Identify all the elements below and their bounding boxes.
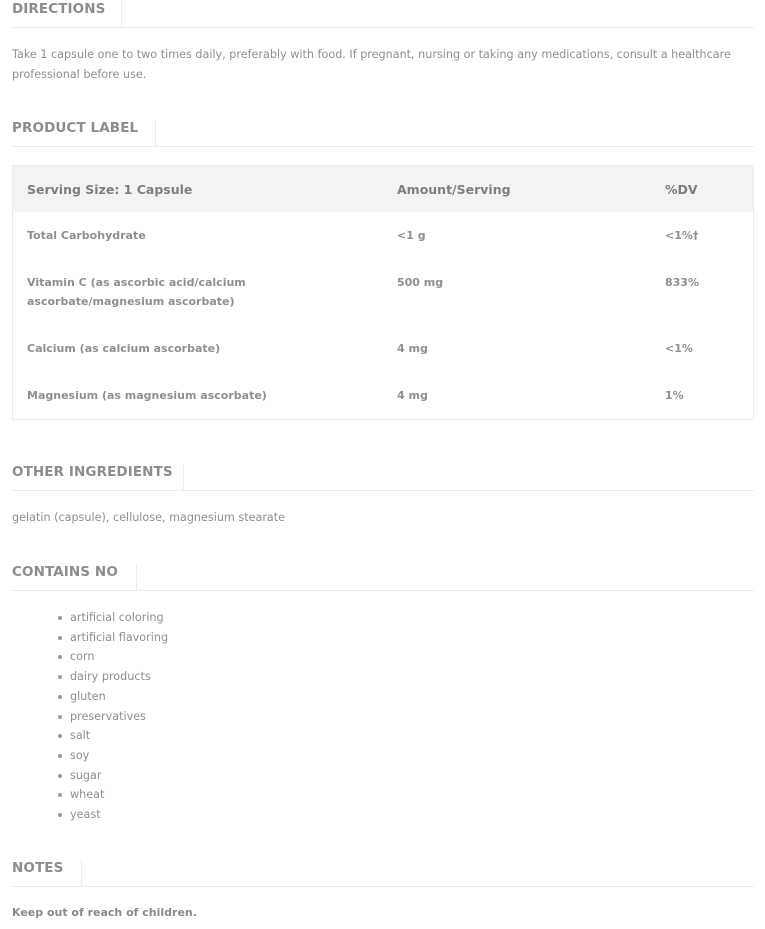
- bullet-icon: [58, 813, 62, 817]
- contains-no-title: CONTAINS NO: [12, 564, 137, 590]
- directions-title: DIRECTIONS: [12, 1, 122, 27]
- product-label-header: [12, 119, 754, 147]
- list-item: [58, 687, 168, 707]
- nutrient-name: Calcium (as calcium ascorbate): [27, 342, 221, 355]
- other-ingredients-text: gelatin (capsule), cellulose, magnesium stearate: [12, 511, 286, 524]
- list-item-label: artificial coloring: [70, 611, 164, 624]
- notes-header: [12, 859, 754, 887]
- list-item: [58, 608, 168, 628]
- bullet-icon: [58, 695, 62, 699]
- list-item-label: dairy products: [70, 670, 151, 684]
- table-row: [13, 325, 754, 372]
- bullet-icon: [58, 754, 62, 758]
- list-item: [58, 667, 168, 687]
- nutrient-amount: 500 mg: [397, 276, 444, 289]
- table-row: [13, 259, 754, 325]
- nutrient-amount: 4 mg: [397, 342, 428, 355]
- bullet-icon: [58, 734, 62, 738]
- nutrient-dv: 1%: [665, 389, 684, 402]
- nutrient-name: Magnesium (as magnesium ascorbate): [27, 389, 267, 402]
- list-item: [58, 628, 168, 648]
- table-row: [13, 212, 754, 259]
- list-item: [58, 726, 168, 746]
- list-item: [58, 766, 168, 786]
- list-item-label: soy: [70, 748, 90, 762]
- list-item: [58, 746, 168, 766]
- bullet-icon: [58, 715, 62, 719]
- other-ingredients-header: [12, 463, 754, 491]
- bullet-icon: [58, 636, 62, 640]
- notes-title: NOTES: [12, 860, 82, 886]
- list-item: [58, 805, 168, 825]
- product-label-title: PRODUCT LABEL: [12, 120, 156, 146]
- nutrient-name: Total Carbohydrate: [27, 229, 146, 242]
- list-item-label: yeast: [70, 808, 101, 822]
- list-item-label: artificial flavoring: [70, 630, 169, 644]
- bullet-icon: [58, 793, 62, 797]
- nutrient-dv: <1%†: [665, 229, 699, 242]
- directions-header: [12, 0, 754, 28]
- nutrient-name: Vitamin C (as ascorbic acid/calcium ascorbate/magnesium ascorbate): [27, 276, 246, 308]
- list-item: [58, 647, 168, 667]
- table-row: [13, 372, 754, 420]
- header-serving-size: Serving Size: 1 Capsule: [13, 166, 372, 213]
- directions-text: Take 1 capsule one to two times daily, preferably with food. If pregnant, nursing or taking any medications, consult a healthcare professional before use.: [12, 48, 731, 81]
- list-item-label: wheat: [70, 788, 105, 802]
- notes-text: Keep out of reach of children.: [12, 906, 197, 919]
- bullet-icon: [58, 675, 62, 679]
- nutrient-amount: 4 mg: [397, 389, 428, 402]
- list-item-label: salt: [70, 729, 91, 743]
- list-item-label: corn: [70, 650, 95, 664]
- bullet-icon: [58, 774, 62, 778]
- list-item-label: preservatives: [70, 709, 146, 723]
- nutrient-dv: <1%: [665, 342, 693, 355]
- bullet-icon: [58, 655, 62, 659]
- header-dv: %DV: [651, 166, 754, 213]
- list-item: [58, 785, 168, 805]
- list-item-label: gluten: [70, 689, 106, 703]
- supplement-facts-table: [12, 165, 754, 420]
- list-item: [58, 707, 168, 727]
- list-item-label: sugar: [70, 768, 102, 782]
- contains-no-list: [58, 608, 168, 825]
- table-header-row: [13, 166, 754, 213]
- bullet-icon: [58, 616, 62, 620]
- header-amount-serving: Amount/Serving: [371, 166, 651, 213]
- nutrient-dv: 833%: [665, 276, 699, 289]
- nutrient-amount: <1 g: [397, 229, 426, 242]
- other-ingredients-title: OTHER INGREDIENTS: [12, 464, 184, 490]
- contains-no-header: [12, 563, 754, 591]
